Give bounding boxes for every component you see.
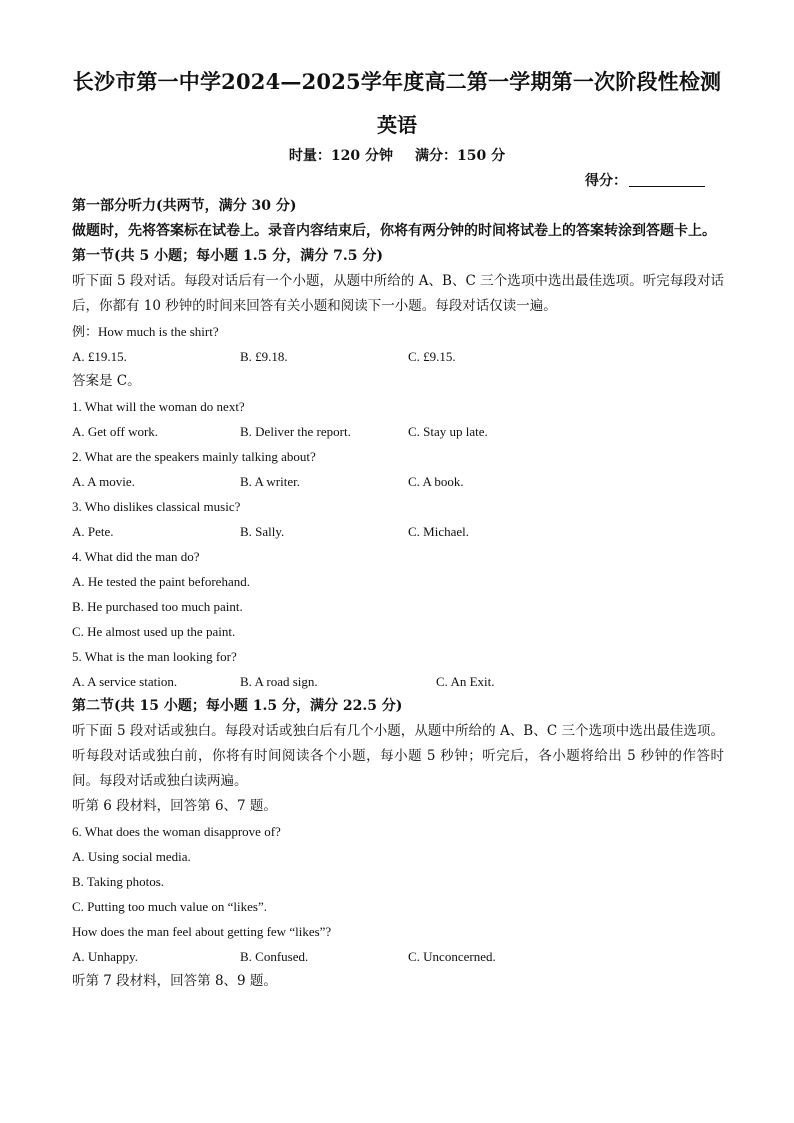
option-b: B. A writer.: [240, 474, 300, 489]
section2-instruction: 听下面 5 段对话或独白。每段对话或独白后有几个小题，从题中所给的 A、B、C 三个选项中选出最佳选项。听每段对话或独白前，你将有时间阅读各个小题，每小题 5 秒钟；听完后，各小题将给出 5 秒钟的作答时间。每段对话或独白读两遍。: [72, 723, 724, 789]
part1-heading: 第一部分听力(共两节，满分 30 分): [72, 198, 297, 214]
part1-instruction: 做题时，先将答案标在试卷上。录音内容结束后，你将有两分钟的时间将试卷上的答案转涂到答题卡上。: [72, 223, 716, 239]
option-c: C. An Exit.: [436, 674, 495, 689]
section2-heading: 第二节(共 15 小题；每小题 1.5 分，满分 22.5 分): [72, 698, 403, 714]
example-answer: 答案是 C。: [72, 373, 141, 389]
option-c: C. He almost used up the paint.: [72, 624, 236, 639]
exam-body: [72, 194, 724, 994]
exam-time-score: [0, 145, 794, 167]
question-5: 5. What is the man looking for?: [72, 649, 237, 664]
example-options: [72, 344, 724, 369]
option-b: B. Taking photos.: [72, 874, 165, 889]
option-b: B. £9.18.: [240, 349, 288, 364]
exam-full-score: 满分：150 分: [415, 148, 506, 164]
exam-duration: 时量：120 分钟: [288, 148, 393, 164]
exam-title: 长沙市第一中学2024—2025学年度高二第一学期第一次阶段性检测: [72, 69, 722, 94]
question-2-options: [72, 469, 724, 494]
question-6: 6. What does the woman disapprove of?: [72, 824, 281, 839]
option-b: B. He purchased too much paint.: [72, 599, 243, 614]
option-a: A. Pete.: [72, 524, 114, 539]
material-7-note: 听第 7 段材料，回答第 8、9 题。: [72, 973, 277, 989]
example-question: 例：How much is the shirt?: [72, 324, 219, 339]
question-5-options: [72, 669, 724, 694]
score-field: [585, 170, 705, 192]
option-c: C. Michael.: [408, 524, 470, 539]
material-6-note: 听第 6 段材料，回答第 6、7 题。: [72, 798, 277, 814]
option-a: A. Using social media.: [72, 849, 191, 864]
option-b: B. Sally.: [240, 524, 285, 539]
question-1-options: [72, 419, 724, 444]
option-b: B. A road sign.: [240, 674, 318, 689]
question-3-options: [72, 519, 724, 544]
option-b: B. Confused.: [240, 949, 309, 964]
subject-title: 英语: [377, 113, 417, 137]
option-b: B. Deliver the report.: [240, 424, 351, 439]
option-a: A. He tested the paint beforehand.: [72, 574, 250, 589]
option-a: A. A movie.: [72, 474, 135, 489]
question-1: 1. What will the woman do next?: [72, 399, 245, 414]
question-4: 4. What did the man do?: [72, 549, 200, 564]
option-c: C. Unconcerned.: [408, 949, 496, 964]
option-c: C. £9.15.: [408, 349, 456, 364]
option-a: A. £19.15.: [72, 349, 127, 364]
option-c: C. Stay up late.: [408, 424, 488, 439]
question-7: How does the man feel about getting few “likes”?: [72, 924, 332, 939]
score-blank: [629, 170, 705, 187]
option-c: C. A book.: [408, 474, 464, 489]
question-3: 3. Who dislikes classical music?: [72, 499, 241, 514]
option-a: A. Get off work.: [72, 424, 159, 439]
score-label: 得分：: [585, 173, 627, 189]
section1-instruction: 听下面 5 段对话。每段对话后有一个小题，从题中所给的 A、B、C 三个选项中选出最佳选项。听完每段对话后，你都有 10 秒钟的时间来回答有关小题和阅读下一小题。每段对话仅读一遍。: [72, 273, 724, 314]
option-a: A. Unhappy.: [72, 949, 138, 964]
section1-heading: 第一节(共 5 小题；每小题 1.5 分，满分 7.5 分): [72, 248, 383, 264]
option-c: C. Putting too much value on “likes”.: [72, 899, 267, 914]
question-7-options: [72, 944, 724, 969]
question-2: 2. What are the speakers mainly talking about?: [72, 449, 316, 464]
option-a: A. A service station.: [72, 674, 178, 689]
